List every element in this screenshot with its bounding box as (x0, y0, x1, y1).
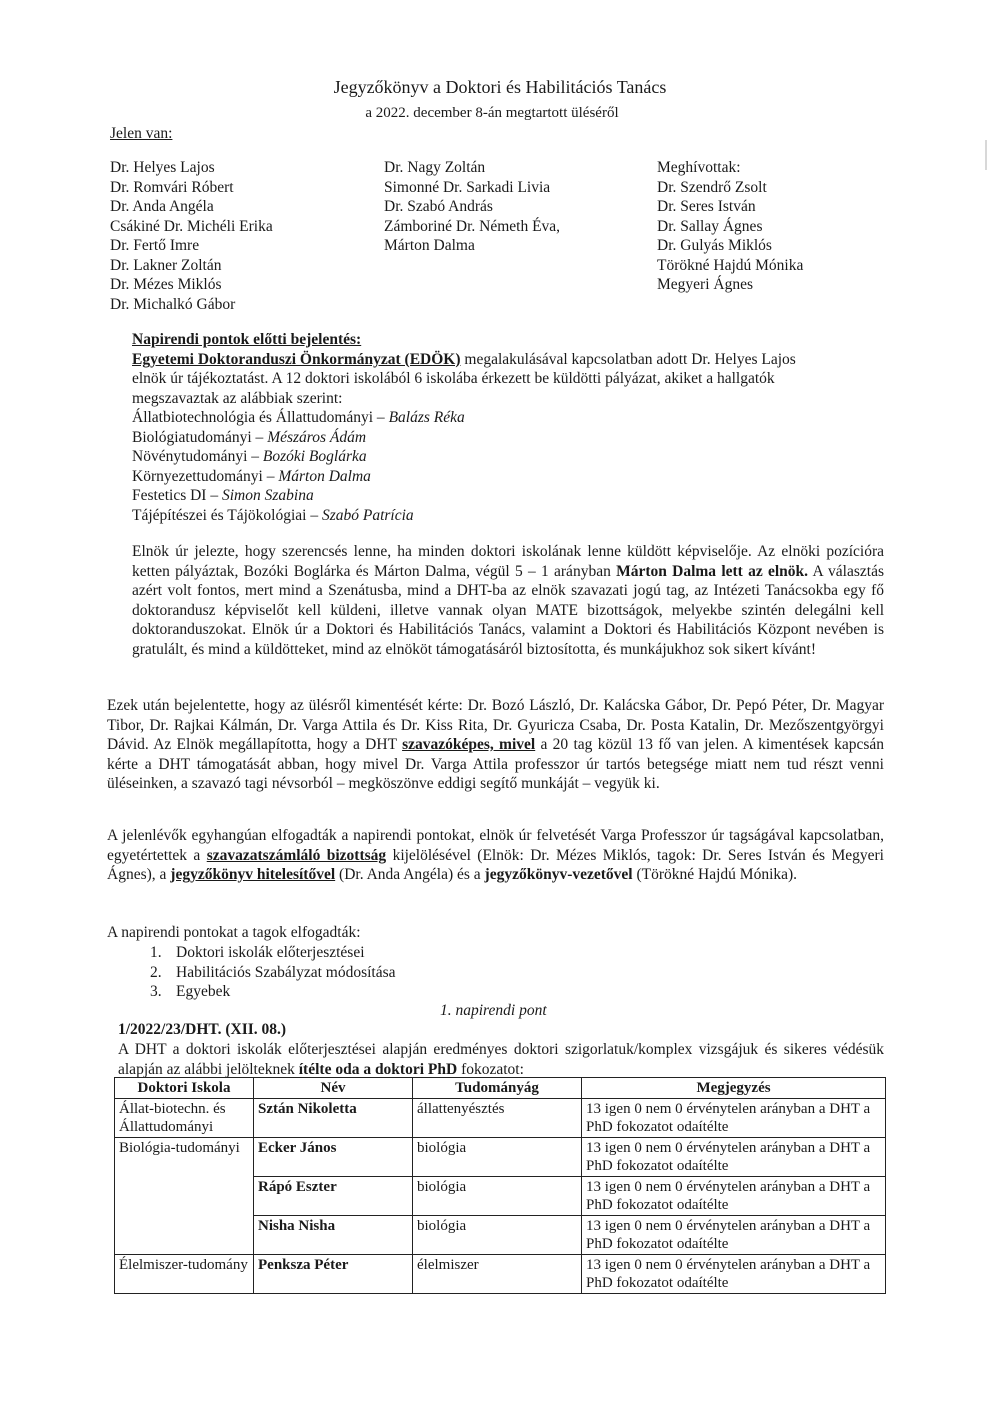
field-cell: biológia (413, 1215, 582, 1254)
agenda-item: 1. Doktori iskolák előterjesztései (150, 944, 365, 961)
invitee: Törökné Hajdú Mónika (657, 256, 804, 274)
excused-paragraph: Ezek után bejelentette, hogy az ülésről kimentését kérte: Dr. Bozó László, Dr. Kalácska Gábor, Dr. Pepó Péter, Dr. Magyar Tibor, Dr. Rajkai Kálmán, Dr. Varga Attila és Dr. Kiss Rita, Dr. Gyuricza Csaba, Dr. Posta Katalin, Dr. Mezőszentgyörgyi Dávid. Az Elnök megállapította, hogy a DHT szavazóképes, mivel a 20 tag közül 13 fő van jelen. A kimentések kapcsán kérte a DHT támogatását abban, hogy mivel Dr. Varga Attila professzor úr tartós betegsége miatt nem tud részt venni üléseinken, a szavazó tagi névsorból – megköszönve eddigi segítő munkáját – vegyük ki. (107, 697, 884, 792)
agenda-list (150, 943, 396, 1002)
scan-artifact (985, 140, 987, 170)
agenda-item: 3. Egyebek (150, 983, 231, 1000)
agenda-point-label: 1. napirendi pont (440, 1002, 547, 1019)
note-cell: 13 igen 0 nem 0 érvénytelen arányban a DHT a PhD fokozatot odaítélte (582, 1098, 886, 1137)
attendee: Dr. Mézes Miklós (110, 276, 222, 293)
attendee: Dr. Anda Angéla (110, 198, 214, 215)
column-header: Név (254, 1078, 413, 1099)
attendee: Dr. Fertő Imre (110, 237, 200, 254)
field-cell: állattenyésztés (413, 1098, 582, 1137)
note-cell: 13 igen 0 nem 0 érvénytelen arányban a DHT a PhD fokozatot odaítélte (582, 1176, 886, 1215)
school-cell: Élelmiszer-tudomány (115, 1254, 254, 1293)
quorum-text: szavazóképes, mivel (402, 736, 536, 753)
attendee: Dr. Lakner Zoltán (110, 256, 222, 274)
delegate-item: Tájépítészei és Tájökológiai – Szabó Patrícia (132, 506, 414, 524)
agenda-item: 2. Habilitációs Szabályzat módosítása (150, 963, 396, 981)
delegate-item: Biológiatudományi – Mészáros Ádám (132, 428, 367, 446)
edok-text: megalakulásával kapcsolatban adott Dr. Helyes Lajos (460, 350, 796, 368)
edok-text-line: megszavaztak az alábbiak szerint: (132, 389, 343, 407)
name-cell: Ecker János (254, 1137, 413, 1176)
election-result: Márton Dalma lett az elnök. (616, 562, 809, 580)
attendee: Dr. Michalkó Gábor (110, 295, 236, 313)
school-cell: Biológia-tudományi (115, 1137, 254, 1254)
invited-column (657, 158, 803, 295)
table-row (115, 1098, 886, 1137)
results-table (114, 1077, 886, 1294)
document-subtitle: a 2022. december 8-án megtartott üléséről (365, 105, 619, 121)
edok-name: Egyetemi Doktoranduszi Önkormányzat (EDÖK) (132, 350, 461, 368)
agenda-intro: A napirendi pontokat a tagok elfogadták: (107, 924, 361, 941)
delegate-item: Környezettudományi – Márton Dalma (132, 467, 371, 485)
field-cell: biológia (413, 1176, 582, 1215)
decision-id: 1/2022/23/DHT. (XII. 08.) (118, 1021, 287, 1038)
invited-label: Meghívottak: (657, 159, 741, 176)
invitee: Dr. Sallay Ágnes (657, 217, 763, 235)
attendee: Dr. Romvári Róbert (110, 178, 234, 196)
pre-agenda-section (132, 330, 884, 525)
column-header: Tudományág (413, 1078, 582, 1099)
delegate-item: Növénytudományi – Bozóki Boglárka (132, 448, 367, 465)
invitee: Dr. Szendrő Zsolt (657, 178, 767, 196)
field-cell: biológia (413, 1137, 582, 1176)
attendee: Dr. Helyes Lajos (110, 159, 215, 176)
attendee: Dr. Nagy Zoltán (384, 159, 486, 176)
name-cell: Penksza Péter (254, 1254, 413, 1293)
attendees-column-2 (384, 158, 560, 256)
decision-text: A DHT a doktori iskolák előterjesztései alapján eredményes doktori szigorlatuk/komplex vizsgájuk és sikeres védésük alapján az alábbi jelölteknek ítélte oda a doktori PhD fokozatot: (118, 1041, 884, 1078)
field-cell: élelmiszer (413, 1254, 582, 1293)
column-header: Megjegyzés (582, 1078, 886, 1099)
pre-agenda-heading: Napirendi pontok előtti bejelentés: (132, 331, 362, 348)
name-cell: Nisha Nisha (254, 1215, 413, 1254)
attendee: Csákiné Dr. Michéli Erika (110, 217, 273, 235)
counting-committee: szavazatszámláló bizottság (206, 846, 387, 864)
school-cell: Állat-biotechn. és Állattudományi (115, 1098, 254, 1137)
attendee: Márton Dalma (384, 237, 475, 254)
attendee: Zámboriné Dr. Németh Éva, (384, 217, 561, 235)
election-paragraph: Elnök úr jelezte, hogy szerencsés lenne, ha minden doktori iskolának lenne küldött képviselője. Az elnöki pozícióra ketten pályáztak, Bozóki Boglárka és Márton Dalma, végül 5 – 1 arányban Márton Dalma lett az elnök. A választás azért volt fontos, mert mind a Szenátusba, mind a DHT-ba az elnök szavazati jogú tag, az Intézeti Tanácsokba egy fő doktorandusz képviselőt kell küldeni, illetve vannak olyan MATE bizottságok, melyekbe szintén delegálni kell doktoranduszokat. Elnök úr a Doktori és Habilitációs Tanács, valamint a Doktori és Habilitációs Központ nevében is gratulált, és mind a küldötteket, mind az elnököt támogatásáról biztosította, és munkájukhoz sok sikert kívánt! (132, 543, 884, 658)
name-cell: Rápó Eszter (254, 1176, 413, 1215)
delegate-item: Állatbiotechnológia és Állattudományi – Balázs Réka (132, 409, 465, 426)
minutes-keeper: jegyzőkönyv-vezetővel (484, 866, 633, 883)
note-cell: 13 igen 0 nem 0 érvénytelen arányban a DHT a PhD fokozatot odaítélte (582, 1215, 886, 1254)
attendee: Dr. Szabó András (384, 198, 493, 215)
document-title: Jegyzőkönyv a Doktori és Habilitációs Tanács (333, 77, 667, 97)
column-header: Doktori Iskola (115, 1078, 254, 1099)
invitee: Dr. Gulyás Miklós (657, 237, 772, 254)
note-cell: 13 igen 0 nem 0 érvénytelen arányban a DHT a PhD fokozatot odaítélte (582, 1254, 886, 1293)
table-row (115, 1137, 886, 1176)
attendee: Simonné Dr. Sarkadi Livia (384, 178, 551, 196)
name-cell: Sztán Nikoletta (254, 1098, 413, 1137)
present-label: Jelen van: (110, 125, 173, 142)
table-row (115, 1254, 886, 1293)
invitee: Dr. Seres István (657, 198, 756, 215)
invitee: Megyeri Ágnes (657, 276, 753, 293)
note-cell: 13 igen 0 nem 0 érvénytelen arányban a DHT a PhD fokozatot odaítélte (582, 1137, 886, 1176)
table-header-row (115, 1078, 886, 1099)
approval-paragraph: A jelenlévők egyhangúan elfogadták a napirendi pontokat, elnök úr felvetését Varga Professzor úr tagságával kapcsolatban, egyetértettek a szavazatszámláló bizottság kijelölésével (Elnök: Dr. Mézes Miklós, tagok: Dr. Seres István és Megyeri Ágnes), a jegyzőkönyv hitelesítővel (Dr. Anda Angéla) és a jegyzőkönyv-vezetővel (Törökné Hajdú Mónika). (107, 827, 884, 883)
minutes-authenticator: jegyzőkönyv hitelesítővel (170, 866, 336, 883)
attendees-column-1 (110, 158, 273, 314)
delegate-item: Festetics DI – Simon Szabina (132, 487, 314, 504)
edok-text-line: elnök úr tájékoztatást. A 12 doktori iskolából 6 iskolába érkezett be küldötti pályázat, akiket a hallgatók (132, 370, 775, 387)
